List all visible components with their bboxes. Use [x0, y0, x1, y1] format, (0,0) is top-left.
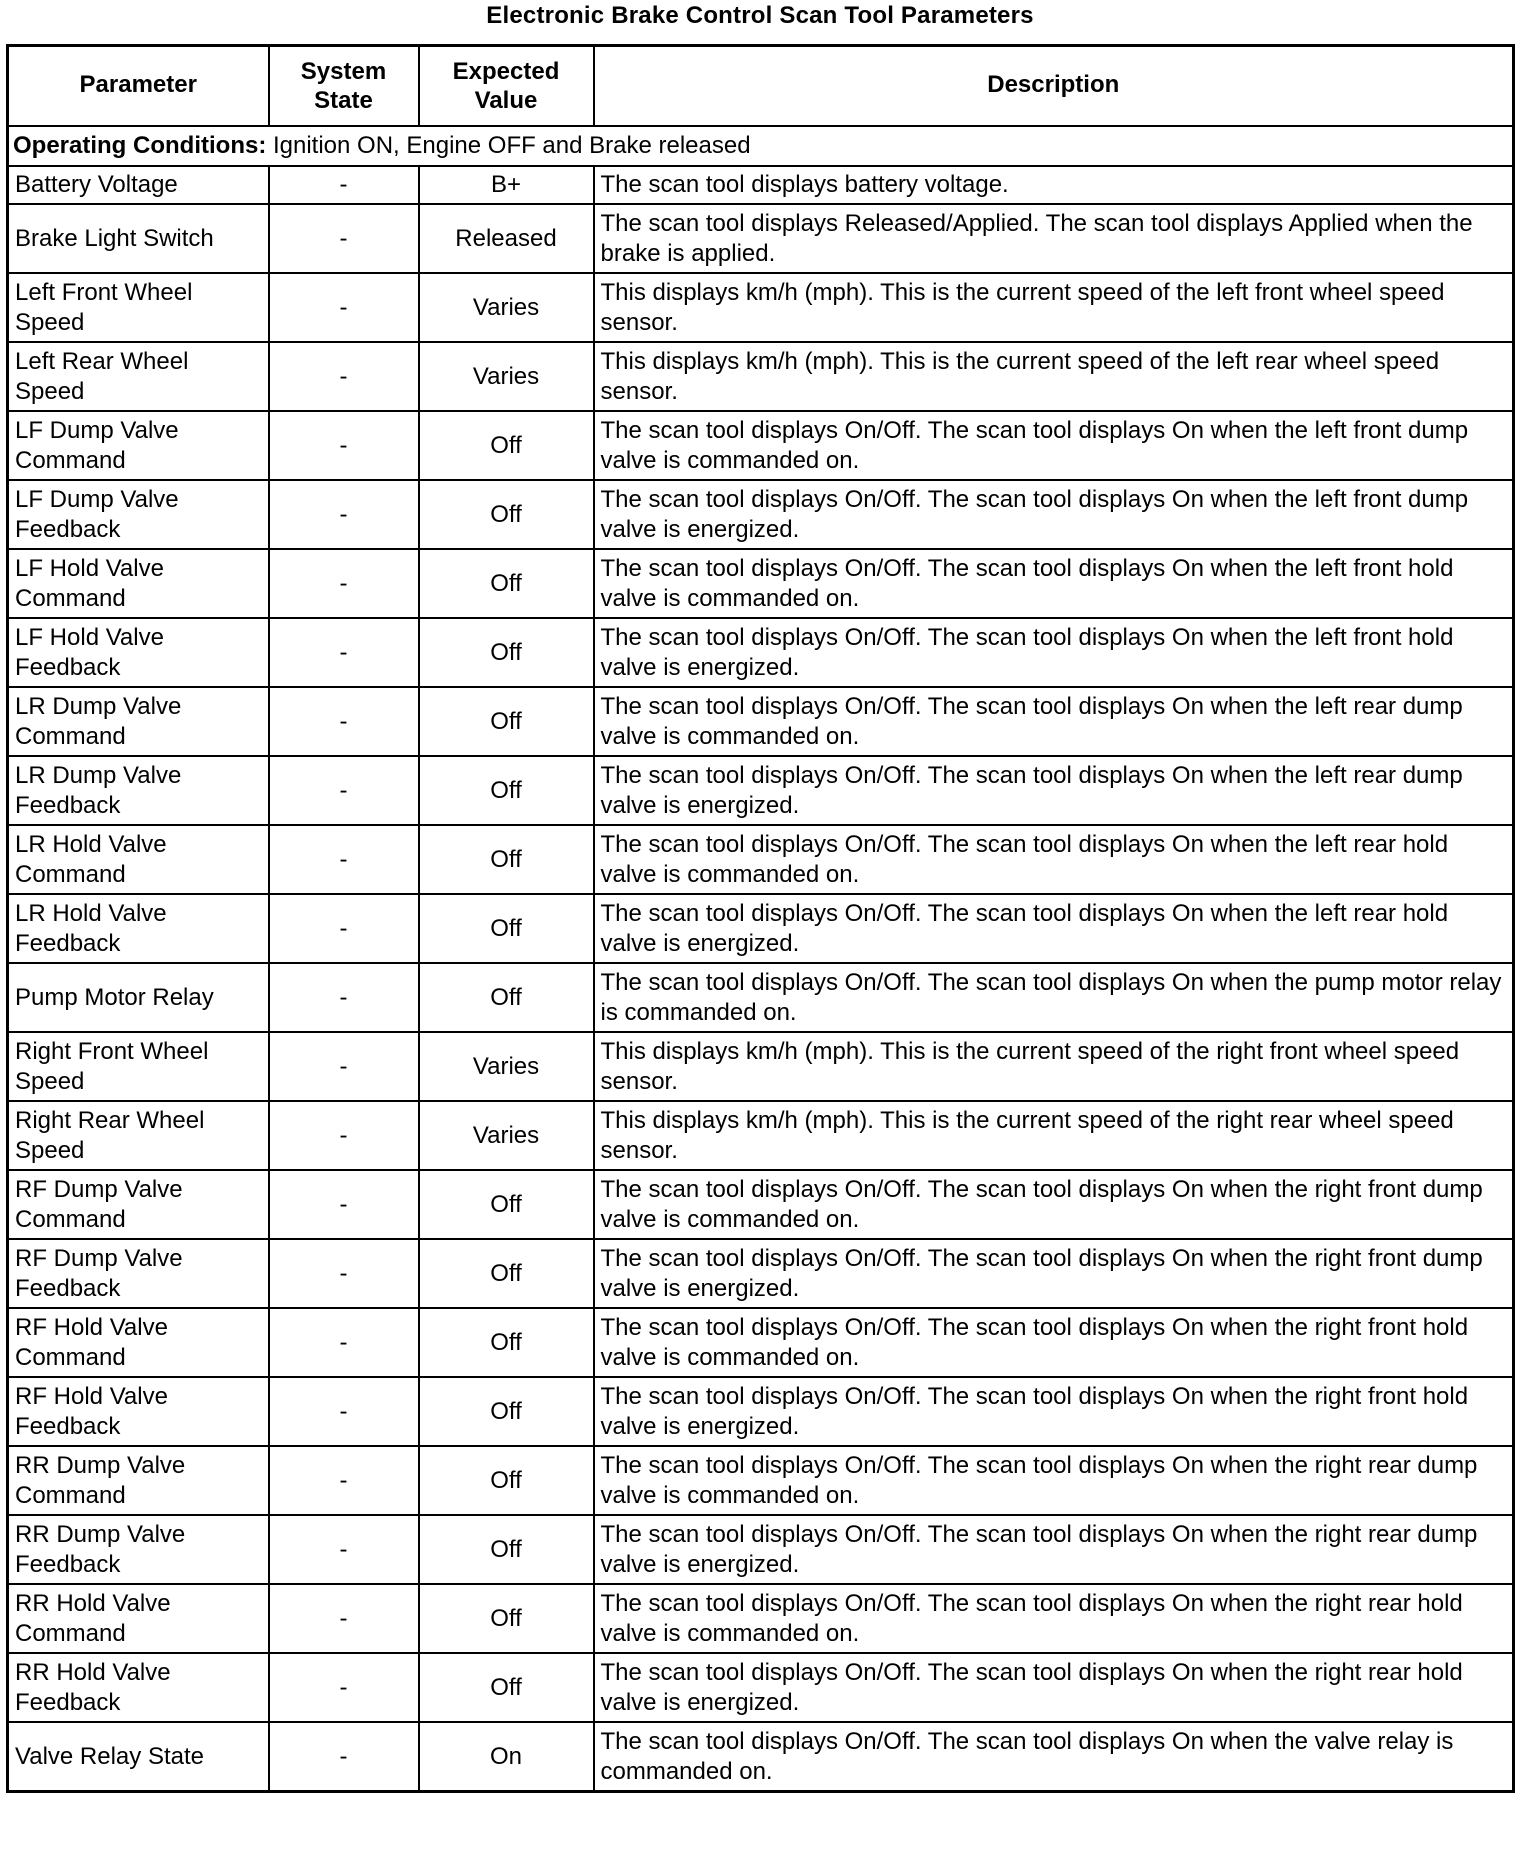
parameter-cell: RR Hold Valve Feedback: [8, 1653, 269, 1722]
operating-conditions: [8, 126, 1514, 166]
description-cell: This displays km/h (mph). This is the current speed of the right rear wheel speed sensor.: [594, 1101, 1514, 1170]
operating-conditions-row: [8, 126, 1514, 166]
parameter-cell: LF Hold Valve Feedback: [8, 618, 269, 687]
parameter-cell: LF Dump Valve Feedback: [8, 480, 269, 549]
table-row: [8, 1722, 1514, 1792]
parameter-cell: RF Hold Valve Command: [8, 1308, 269, 1377]
parameter-cell: Brake Light Switch: [8, 204, 269, 273]
expected-value-cell: On: [419, 1722, 594, 1792]
description-cell: The scan tool displays On/Off. The scan tool displays On when the right front dump valve is energized.: [594, 1239, 1514, 1308]
expected-value-cell: Off: [419, 411, 594, 480]
document-title: Electronic Brake Control Scan Tool Parameters: [486, 2, 1034, 29]
table-row: [8, 411, 1514, 480]
expected-value-cell: Off: [419, 963, 594, 1032]
description-cell: The scan tool displays On/Off. The scan tool displays On when the right front hold valve is commanded on.: [594, 1308, 1514, 1377]
description-cell: The scan tool displays On/Off. The scan tool displays On when the left rear hold valve is energized.: [594, 894, 1514, 963]
parameter-cell: RR Hold Valve Command: [8, 1584, 269, 1653]
description-cell: The scan tool displays On/Off. The scan tool displays On when the pump motor relay is commanded on.: [594, 963, 1514, 1032]
system-state-cell: -: [269, 1653, 419, 1722]
system-state-cell: -: [269, 894, 419, 963]
system-state-cell: -: [269, 166, 419, 204]
parameter-cell: LR Dump Valve Command: [8, 687, 269, 756]
operating-conditions-text: Ignition ON, Engine OFF and Brake released: [266, 132, 751, 159]
table-row: [8, 1101, 1514, 1170]
parameter-cell: LR Hold Valve Command: [8, 825, 269, 894]
description-cell: The scan tool displays On/Off. The scan tool displays On when the left front dump valve is energized.: [594, 480, 1514, 549]
table-row: [8, 480, 1514, 549]
expected-value-cell: Off: [419, 1377, 594, 1446]
expected-value-cell: Off: [419, 1653, 594, 1722]
description-cell: The scan tool displays On/Off. The scan tool displays On when the right rear hold valve is commanded on.: [594, 1584, 1514, 1653]
table-row: [8, 1653, 1514, 1722]
parameter-cell: Left Front Wheel Speed: [8, 273, 269, 342]
expected-value-cell: Released: [419, 204, 594, 273]
system-state-cell: -: [269, 342, 419, 411]
parameter-cell: RF Hold Valve Feedback: [8, 1377, 269, 1446]
expected-value-cell: Varies: [419, 342, 594, 411]
system-state-cell: -: [269, 756, 419, 825]
system-state-cell: -: [269, 963, 419, 1032]
parameter-cell: Pump Motor Relay: [8, 963, 269, 1032]
parameter-cell: Left Rear Wheel Speed: [8, 342, 269, 411]
parameters-table: [6, 44, 1515, 1793]
parameter-cell: LR Hold Valve Feedback: [8, 894, 269, 963]
description-cell: The scan tool displays battery voltage.: [594, 166, 1514, 204]
expected-value-cell: Off: [419, 825, 594, 894]
description-cell: The scan tool displays On/Off. The scan tool displays On when the left rear hold valve is commanded on.: [594, 825, 1514, 894]
table-body: [8, 126, 1514, 1792]
expected-value-cell: Varies: [419, 1101, 594, 1170]
table-row: [8, 549, 1514, 618]
description-cell: The scan tool displays On/Off. The scan tool displays On when the left front hold valve is commanded on.: [594, 549, 1514, 618]
parameter-cell: RF Dump Valve Feedback: [8, 1239, 269, 1308]
system-state-cell: -: [269, 687, 419, 756]
expected-value-cell: Off: [419, 1308, 594, 1377]
header-row: [8, 46, 1514, 127]
expected-value-cell: Off: [419, 756, 594, 825]
system-state-cell: -: [269, 1101, 419, 1170]
system-state-cell: -: [269, 273, 419, 342]
table-row: [8, 687, 1514, 756]
table-row: [8, 1170, 1514, 1239]
expected-value-cell: Off: [419, 549, 594, 618]
description-cell: This displays km/h (mph). This is the current speed of the left rear wheel speed sensor.: [594, 342, 1514, 411]
table-row: [8, 1032, 1514, 1101]
description-cell: The scan tool displays On/Off. The scan tool displays On when the left front dump valve is commanded on.: [594, 411, 1514, 480]
description-cell: The scan tool displays Released/Applied. The scan tool displays Applied when the brake is applied.: [594, 204, 1514, 273]
header-expected-value: Expected Value: [419, 46, 594, 127]
header-system-state: System State: [269, 46, 419, 127]
table-row: [8, 1446, 1514, 1515]
table-row: [8, 894, 1514, 963]
header-description: Description: [594, 46, 1514, 127]
system-state-cell: -: [269, 1584, 419, 1653]
description-cell: The scan tool displays On/Off. The scan tool displays On when the right front hold valve is energized.: [594, 1377, 1514, 1446]
table-row: [8, 1308, 1514, 1377]
description-cell: The scan tool displays On/Off. The scan tool displays On when the left front hold valve is energized.: [594, 618, 1514, 687]
expected-value-cell: B+: [419, 166, 594, 204]
table-row: [8, 273, 1514, 342]
table-row: [8, 342, 1514, 411]
system-state-cell: -: [269, 1377, 419, 1446]
expected-value-cell: Off: [419, 480, 594, 549]
parameter-cell: Right Rear Wheel Speed: [8, 1101, 269, 1170]
table-row: [8, 1377, 1514, 1446]
table-row: [8, 963, 1514, 1032]
description-cell: The scan tool displays On/Off. The scan tool displays On when the left rear dump valve is commanded on.: [594, 687, 1514, 756]
table-row: [8, 756, 1514, 825]
system-state-cell: -: [269, 1308, 419, 1377]
expected-value-cell: Off: [419, 1239, 594, 1308]
system-state-cell: -: [269, 480, 419, 549]
parameter-cell: RR Dump Valve Feedback: [8, 1515, 269, 1584]
parameter-cell: LF Dump Valve Command: [8, 411, 269, 480]
expected-value-cell: Off: [419, 618, 594, 687]
expected-value-cell: Varies: [419, 273, 594, 342]
table-row: [8, 1515, 1514, 1584]
system-state-cell: -: [269, 1170, 419, 1239]
operating-conditions-label: Operating Conditions:: [13, 132, 267, 159]
table-header: [8, 46, 1514, 127]
system-state-cell: -: [269, 618, 419, 687]
description-cell: The scan tool displays On/Off. The scan tool displays On when the right rear dump valve is energized.: [594, 1515, 1514, 1584]
table-row: [8, 618, 1514, 687]
description-cell: This displays km/h (mph). This is the current speed of the right front wheel speed sensor.: [594, 1032, 1514, 1101]
description-cell: The scan tool displays On/Off. The scan tool displays On when the right rear dump valve is commanded on.: [594, 1446, 1514, 1515]
description-cell: The scan tool displays On/Off. The scan tool displays On when the valve relay is commanded on.: [594, 1722, 1514, 1792]
table-row: [8, 166, 1514, 204]
expected-value-cell: Off: [419, 1515, 594, 1584]
parameter-cell: LF Hold Valve Command: [8, 549, 269, 618]
expected-value-cell: Off: [419, 1446, 594, 1515]
system-state-cell: -: [269, 825, 419, 894]
description-cell: The scan tool displays On/Off. The scan tool displays On when the right front dump valve is commanded on.: [594, 1170, 1514, 1239]
expected-value-cell: Varies: [419, 1032, 594, 1101]
description-cell: The scan tool displays On/Off. The scan tool displays On when the right rear hold valve is energized.: [594, 1653, 1514, 1722]
header-parameter: Parameter: [8, 46, 269, 127]
expected-value-cell: Off: [419, 687, 594, 756]
system-state-cell: -: [269, 1239, 419, 1308]
expected-value-cell: Off: [419, 894, 594, 963]
system-state-cell: -: [269, 1032, 419, 1101]
table-row: [8, 204, 1514, 273]
description-cell: The scan tool displays On/Off. The scan tool displays On when the left rear dump valve is energized.: [594, 756, 1514, 825]
parameter-cell: RR Dump Valve Command: [8, 1446, 269, 1515]
parameter-cell: RF Dump Valve Command: [8, 1170, 269, 1239]
system-state-cell: -: [269, 1446, 419, 1515]
system-state-cell: -: [269, 411, 419, 480]
system-state-cell: -: [269, 549, 419, 618]
parameter-cell: Right Front Wheel Speed: [8, 1032, 269, 1101]
parameter-cell: Battery Voltage: [8, 166, 269, 204]
table-row: [8, 1584, 1514, 1653]
system-state-cell: -: [269, 1515, 419, 1584]
parameter-cell: LR Dump Valve Feedback: [8, 756, 269, 825]
system-state-cell: -: [269, 1722, 419, 1792]
expected-value-cell: Off: [419, 1170, 594, 1239]
system-state-cell: -: [269, 204, 419, 273]
description-cell: This displays km/h (mph). This is the current speed of the left front wheel speed sensor.: [594, 273, 1514, 342]
table-row: [8, 1239, 1514, 1308]
table-row: [8, 825, 1514, 894]
expected-value-cell: Off: [419, 1584, 594, 1653]
parameter-cell: Valve Relay State: [8, 1722, 269, 1792]
